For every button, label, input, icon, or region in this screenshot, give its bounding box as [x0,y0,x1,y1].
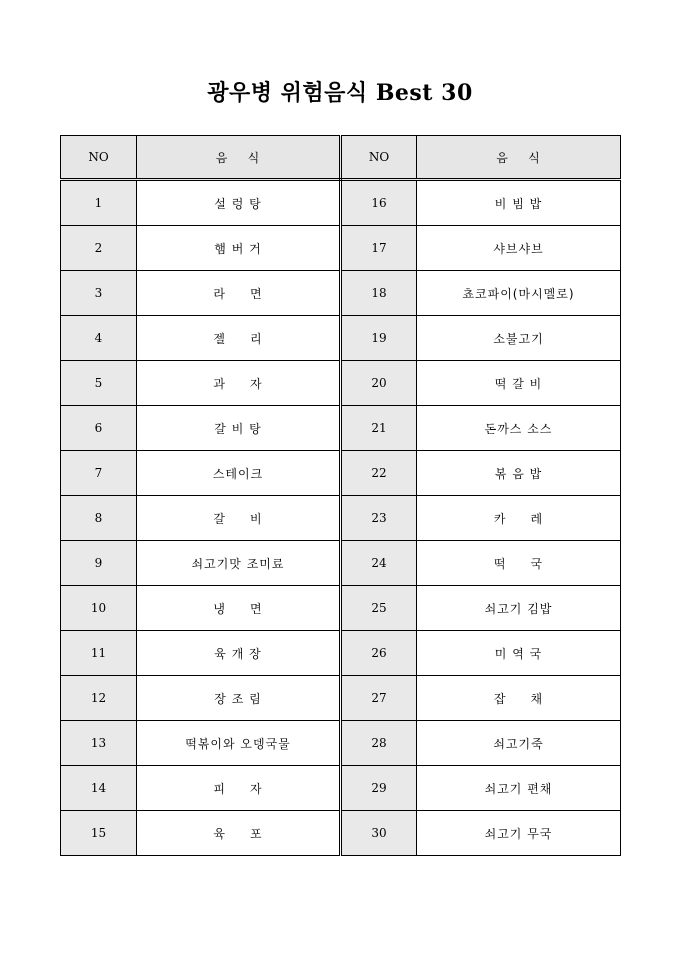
cell-food-left: 갈 비 [137,496,341,541]
cell-food-left: 햄 버 거 [137,226,341,271]
document-title: 광우병 위험음식 Best 30 [207,80,473,106]
table-row [61,316,621,361]
cell-no-right: 23 [341,496,417,541]
cell-food-right: 볶 음 밥 [417,451,621,496]
cell-no-right: 21 [341,406,417,451]
cell-no-left: 15 [61,811,137,856]
cell-food-left: 장 조 림 [137,676,341,721]
cell-no-right: 25 [341,586,417,631]
cell-food-right: 잡 채 [417,676,621,721]
cell-food-left: 떡볶이와 오뎅국물 [137,721,341,766]
header-food-right: 음 식 [417,136,621,180]
cell-food-left: 육 개 장 [137,631,341,676]
cell-no-right: 28 [341,721,417,766]
cell-no-right: 22 [341,451,417,496]
cell-food-left: 냉 면 [137,586,341,631]
cell-food-right: 소불고기 [417,316,621,361]
table-row [61,496,621,541]
cell-no-right: 17 [341,226,417,271]
table-header-row [61,136,621,180]
cell-no-left: 4 [61,316,137,361]
cell-no-right: 16 [341,180,417,226]
cell-no-right: 29 [341,766,417,811]
table-row [61,451,621,496]
cell-no-left: 5 [61,361,137,406]
cell-food-right: 떡 국 [417,541,621,586]
cell-food-right: 미 역 국 [417,631,621,676]
cell-food-left: 라 면 [137,271,341,316]
cell-food-right: 쇠고기 편채 [417,766,621,811]
cell-no-right: 18 [341,271,417,316]
cell-food-right: 쇠고기 무국 [417,811,621,856]
cell-no-left: 6 [61,406,137,451]
cell-food-right: 카 레 [417,496,621,541]
cell-food-right: 쵸코파이(마시멜로) [417,271,621,316]
cell-no-left: 11 [61,631,137,676]
header-no-right: NO [341,136,417,180]
cell-food-right: 비 빔 밥 [417,180,621,226]
cell-no-right: 27 [341,676,417,721]
cell-no-right: 19 [341,316,417,361]
cell-no-left: 10 [61,586,137,631]
food-table [60,135,621,856]
cell-food-right: 쇠고기 김밥 [417,586,621,631]
cell-food-left: 쇠고기맛 조미료 [137,541,341,586]
cell-food-left: 스테이크 [137,451,341,496]
cell-no-left: 12 [61,676,137,721]
cell-food-left: 갈 비 탕 [137,406,341,451]
cell-food-left: 육 포 [137,811,341,856]
cell-food-right: 쇠고기죽 [417,721,621,766]
table-row [61,586,621,631]
cell-food-right: 떡 갈 비 [417,361,621,406]
table-row [61,541,621,586]
table-row [61,271,621,316]
cell-food-right: 샤브샤브 [417,226,621,271]
cell-no-right: 24 [341,541,417,586]
table-row [61,721,621,766]
cell-no-left: 8 [61,496,137,541]
header-food-left: 음 식 [137,136,341,180]
table-row [61,766,621,811]
cell-food-left: 과 자 [137,361,341,406]
table-row [61,226,621,271]
cell-food-left: 피 자 [137,766,341,811]
cell-no-left: 14 [61,766,137,811]
table-row [61,811,621,856]
table-row [61,631,621,676]
cell-food-left: 젤 리 [137,316,341,361]
table-row [61,676,621,721]
cell-no-left: 2 [61,226,137,271]
header-no-left: NO [61,136,137,180]
cell-no-right: 26 [341,631,417,676]
table-row [61,180,621,226]
cell-no-left: 3 [61,271,137,316]
table-row [61,406,621,451]
cell-no-right: 30 [341,811,417,856]
cell-no-left: 1 [61,180,137,226]
cell-no-right: 20 [341,361,417,406]
cell-no-left: 13 [61,721,137,766]
cell-food-right: 돈까스 소스 [417,406,621,451]
table-row [61,361,621,406]
cell-no-left: 7 [61,451,137,496]
cell-no-left: 9 [61,541,137,586]
cell-food-left: 설 렁 탕 [137,180,341,226]
